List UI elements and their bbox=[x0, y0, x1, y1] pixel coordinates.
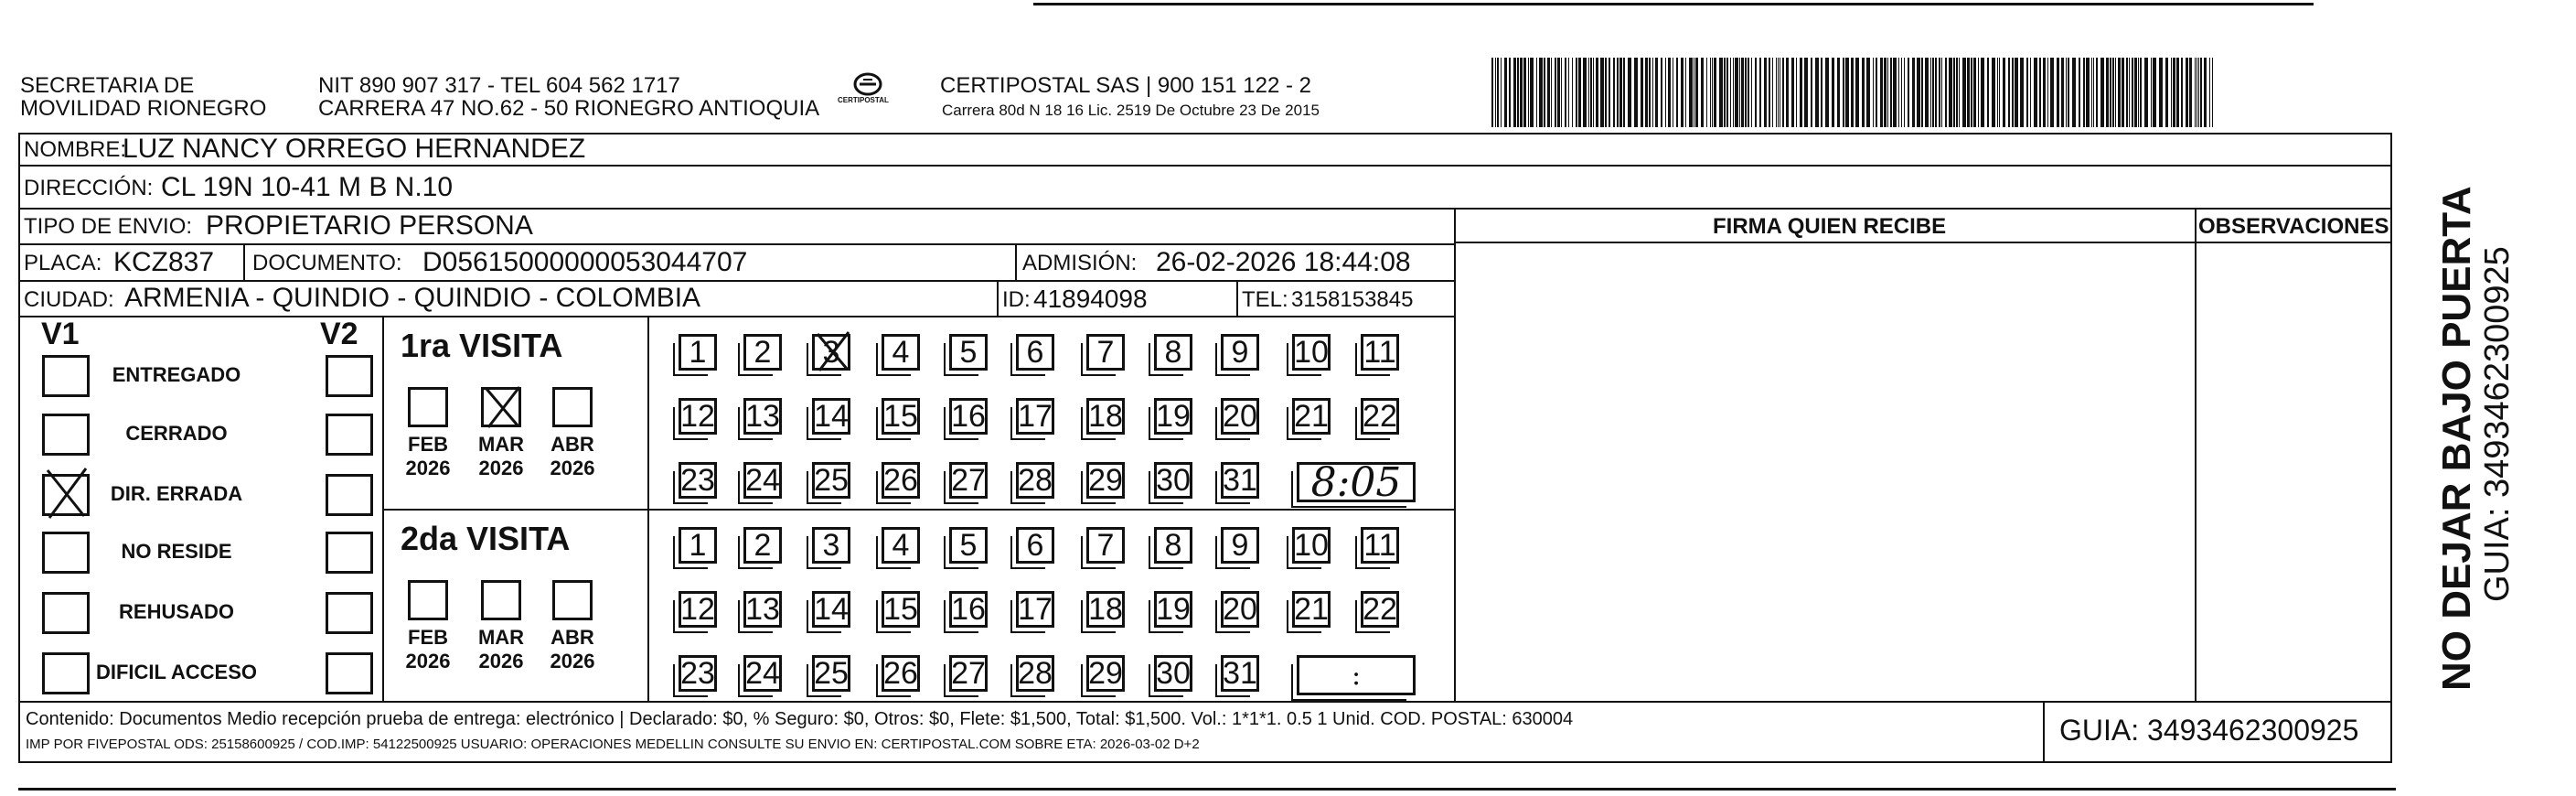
rule bbox=[18, 243, 1454, 245]
month-label: FEB bbox=[408, 433, 448, 456]
day-number: 6 bbox=[1026, 334, 1044, 370]
day-box[interactable] bbox=[1154, 655, 1192, 692]
rule bbox=[1015, 243, 1017, 280]
checkbox-v2[interactable] bbox=[326, 532, 373, 574]
day-box[interactable] bbox=[1221, 655, 1259, 692]
day-number: 26 bbox=[883, 655, 918, 691]
day-number: 16 bbox=[951, 591, 986, 627]
obs-divider bbox=[2195, 208, 2197, 701]
day-box[interactable] bbox=[812, 655, 850, 692]
month-label: MAR bbox=[477, 626, 525, 649]
day-box[interactable] bbox=[949, 527, 988, 564]
day-number: 1 bbox=[689, 334, 707, 370]
day-box[interactable] bbox=[1292, 591, 1331, 628]
day-number: 27 bbox=[951, 655, 986, 691]
day-number: 31 bbox=[1223, 462, 1257, 498]
day-box[interactable] bbox=[679, 398, 717, 435]
placa-label: PLACA: bbox=[24, 251, 102, 275]
day-number: 21 bbox=[1294, 398, 1329, 434]
rule bbox=[1236, 280, 1238, 316]
documento-value: D05615000000053044707 bbox=[422, 247, 748, 277]
day-box[interactable] bbox=[679, 334, 717, 371]
month-label: FEB bbox=[408, 626, 448, 649]
status-label: ENTREGADO bbox=[112, 363, 241, 386]
day-number: 31 bbox=[1223, 655, 1257, 691]
admision-value: 26-02-2026 18:44:08 bbox=[1156, 247, 1411, 277]
id-label: ID: bbox=[1002, 287, 1031, 312]
day-number: 23 bbox=[680, 655, 715, 691]
check-mark-icon bbox=[483, 385, 523, 429]
day-box[interactable] bbox=[679, 462, 717, 499]
day-number: 20 bbox=[1223, 398, 1257, 434]
day-number: 6 bbox=[1026, 527, 1044, 563]
day-number: 20 bbox=[1223, 591, 1257, 627]
day-box[interactable] bbox=[1292, 398, 1331, 435]
rule bbox=[18, 280, 1454, 282]
day-box[interactable] bbox=[949, 591, 988, 628]
day-box[interactable] bbox=[882, 591, 920, 628]
status-label: REHUSADO bbox=[119, 600, 234, 623]
footer-imp: IMP POR FIVEPOSTAL ODS: 25158600925 / COD.IMP: 54122500925 USUARIO: OPERACIONES MEDELLIN CONSULTE SU ENVIO EN: CERTIPOSTAL.COM SOBRE ETA: 2026-03-02 D+2 bbox=[26, 737, 1200, 752]
rule bbox=[18, 316, 1454, 317]
day-number: 29 bbox=[1088, 655, 1123, 691]
day-box[interactable] bbox=[1154, 398, 1192, 435]
no-dejar-notice: NO DEJAR BAJO PUERTA bbox=[2434, 186, 2479, 691]
day-box[interactable] bbox=[1361, 527, 1399, 564]
day-number: 12 bbox=[680, 398, 715, 434]
day-number: 4 bbox=[892, 527, 910, 563]
day-number: 27 bbox=[951, 462, 986, 498]
checkbox-v2[interactable] bbox=[326, 592, 373, 634]
footer-guia-divider bbox=[2043, 701, 2045, 763]
day-number: 28 bbox=[1018, 655, 1053, 691]
day-box[interactable] bbox=[743, 334, 782, 371]
day-number: 29 bbox=[1088, 462, 1123, 498]
visit-time: 8:05 bbox=[1310, 458, 1402, 506]
ciudad-value: ARMENIA - QUINDIO - QUINDIO - COLOMBIA bbox=[124, 283, 701, 313]
day-box[interactable] bbox=[1361, 398, 1399, 435]
footer-guia: GUIA: 3493462300925 bbox=[2059, 714, 2359, 747]
day-number: 24 bbox=[745, 655, 780, 691]
checkbox-v2[interactable] bbox=[326, 414, 373, 456]
day-box[interactable] bbox=[882, 462, 920, 499]
day-box[interactable] bbox=[812, 462, 850, 499]
day-number: 19 bbox=[1156, 591, 1191, 627]
day-number: 13 bbox=[745, 398, 780, 434]
tipo-envio-label: TIPO DE ENVIO: bbox=[24, 214, 193, 239]
time-box[interactable] bbox=[1297, 655, 1416, 695]
day-number: 10 bbox=[1294, 527, 1329, 563]
day-box[interactable] bbox=[1221, 527, 1259, 564]
day-box[interactable] bbox=[1086, 462, 1125, 499]
day-number: 2 bbox=[754, 527, 772, 563]
day-box[interactable] bbox=[1154, 462, 1192, 499]
day-box[interactable] bbox=[1221, 591, 1259, 628]
day-box[interactable] bbox=[743, 591, 782, 628]
day-number: 3 bbox=[822, 527, 840, 563]
firma-header-rule bbox=[1454, 242, 2392, 243]
firma-header: FIRMA QUIEN RECIBE bbox=[1713, 214, 1947, 239]
day-number: 8 bbox=[1164, 334, 1182, 370]
checkbox-v2[interactable] bbox=[326, 652, 373, 694]
ciudad-label: CIUDAD: bbox=[24, 287, 114, 312]
day-box[interactable] bbox=[1361, 334, 1399, 371]
day-number: 22 bbox=[1363, 398, 1397, 434]
day-number: 8 bbox=[1164, 527, 1182, 563]
org-line-2: MOVILIDAD RIONEGRO bbox=[20, 96, 267, 121]
day-box[interactable] bbox=[1086, 398, 1125, 435]
year-label: 2026 bbox=[550, 457, 595, 479]
day-box[interactable] bbox=[1154, 334, 1192, 371]
day-number: 17 bbox=[1018, 398, 1053, 434]
months-divider bbox=[647, 316, 649, 701]
tel-value: 3158153845 bbox=[1291, 287, 1414, 312]
day-number: 16 bbox=[951, 398, 986, 434]
day-box[interactable] bbox=[1292, 527, 1331, 564]
month-checkbox[interactable] bbox=[552, 580, 593, 620]
day-number: 3 bbox=[822, 334, 840, 370]
day-box[interactable] bbox=[679, 655, 717, 692]
day-number: 26 bbox=[883, 462, 918, 498]
day-number: 13 bbox=[745, 591, 780, 627]
nombre-label: NOMBRE: bbox=[24, 137, 127, 162]
observaciones-header: OBSERVACIONES bbox=[2198, 214, 2389, 239]
rule bbox=[243, 243, 245, 280]
day-number: 9 bbox=[1231, 334, 1249, 370]
rule bbox=[18, 165, 2392, 167]
day-box[interactable] bbox=[1221, 398, 1259, 435]
year-label: 2026 bbox=[550, 650, 595, 672]
day-box[interactable] bbox=[949, 462, 988, 499]
day-box[interactable] bbox=[1016, 527, 1054, 564]
day-number: 19 bbox=[1156, 398, 1191, 434]
day-box[interactable] bbox=[1086, 527, 1125, 564]
day-box[interactable] bbox=[1016, 398, 1054, 435]
day-number: 10 bbox=[1294, 334, 1329, 370]
day-number: 23 bbox=[680, 462, 715, 498]
day-box[interactable] bbox=[743, 398, 782, 435]
day-number: 18 bbox=[1088, 591, 1123, 627]
v2-header: V2 bbox=[320, 317, 358, 351]
day-number: 25 bbox=[814, 462, 849, 498]
month-checkbox[interactable] bbox=[408, 387, 448, 427]
month-label: ABR bbox=[550, 626, 594, 649]
day-number: 21 bbox=[1294, 591, 1329, 627]
day-box[interactable] bbox=[1086, 655, 1125, 692]
day-box[interactable] bbox=[949, 334, 988, 371]
day-number: 30 bbox=[1156, 462, 1191, 498]
day-number: 1 bbox=[689, 527, 707, 563]
tel-label: TEL: bbox=[1242, 287, 1288, 312]
day-box[interactable] bbox=[1221, 462, 1259, 499]
firma-divider bbox=[1454, 208, 1456, 701]
day-box[interactable] bbox=[882, 655, 920, 692]
day-number: 5 bbox=[959, 334, 978, 370]
day-box[interactable] bbox=[949, 655, 988, 692]
v1-header: V1 bbox=[41, 317, 80, 351]
day-box[interactable] bbox=[1154, 591, 1192, 628]
license-line: Carrera 80d N 18 16 Lic. 2519 De Octubre 23 De 2015 bbox=[942, 102, 1320, 119]
day-number: 5 bbox=[959, 527, 978, 563]
month-checkbox[interactable] bbox=[552, 387, 593, 427]
day-number: 22 bbox=[1363, 591, 1397, 627]
day-number: 4 bbox=[892, 334, 910, 370]
visits-divider bbox=[382, 509, 1454, 511]
rule bbox=[18, 701, 2392, 703]
day-number: 15 bbox=[883, 591, 918, 627]
day-box[interactable] bbox=[1016, 655, 1054, 692]
day-box[interactable] bbox=[679, 591, 717, 628]
year-label: 2026 bbox=[405, 457, 451, 479]
day-box[interactable] bbox=[882, 398, 920, 435]
certipostal-logo bbox=[836, 71, 900, 106]
day-number: 11 bbox=[1363, 334, 1396, 370]
barcode bbox=[1491, 58, 2217, 127]
year-label: 2026 bbox=[478, 650, 524, 672]
day-number: 24 bbox=[745, 462, 780, 498]
year-label: 2026 bbox=[405, 650, 451, 672]
top-rule bbox=[1033, 3, 2314, 5]
day-box[interactable] bbox=[743, 527, 782, 564]
status-label: NO RESIDE bbox=[121, 540, 232, 563]
day-box[interactable] bbox=[949, 398, 988, 435]
day-number: 15 bbox=[883, 398, 918, 434]
day-number: 12 bbox=[680, 591, 715, 627]
visit-time: : bbox=[1351, 659, 1362, 692]
day-box[interactable] bbox=[1221, 334, 1259, 371]
bottom-rule bbox=[18, 788, 2396, 791]
day-box[interactable] bbox=[679, 527, 717, 564]
month-checkbox[interactable] bbox=[408, 580, 448, 620]
day-box[interactable] bbox=[1361, 591, 1399, 628]
year-label: 2026 bbox=[478, 457, 524, 479]
day-box[interactable] bbox=[1086, 591, 1125, 628]
day-number: 2 bbox=[754, 334, 772, 370]
placa-value: KCZ837 bbox=[113, 247, 215, 277]
day-box[interactable] bbox=[1154, 527, 1192, 564]
day-box[interactable] bbox=[812, 398, 850, 435]
day-box[interactable] bbox=[812, 527, 850, 564]
day-box[interactable] bbox=[812, 591, 850, 628]
day-box[interactable] bbox=[743, 462, 782, 499]
id-value: 41894098 bbox=[1033, 285, 1148, 313]
logo-text: CERTIPOSTAL bbox=[838, 96, 889, 104]
checkbox-v2[interactable] bbox=[326, 355, 373, 397]
address-line: CARRERA 47 NO.62 - 50 RIONEGRO ANTIOQUIA bbox=[318, 96, 820, 121]
month-label: MAR bbox=[477, 433, 525, 456]
day-number: 18 bbox=[1088, 398, 1123, 434]
rule bbox=[18, 208, 2392, 210]
check-mark-icon bbox=[814, 330, 852, 372]
checkbox-v2[interactable] bbox=[326, 474, 373, 516]
status-label: CERRADO bbox=[125, 422, 228, 445]
day-box[interactable] bbox=[882, 527, 920, 564]
day-number: 14 bbox=[814, 591, 849, 627]
day-box[interactable] bbox=[1016, 334, 1054, 371]
day-number: 7 bbox=[1096, 527, 1115, 563]
direccion-label: DIRECCIÓN: bbox=[24, 176, 154, 200]
month-checkbox[interactable] bbox=[481, 580, 521, 620]
company-line: CERTIPOSTAL SAS | 900 151 122 - 2 bbox=[940, 73, 1311, 98]
admision-label: ADMISIÓN: bbox=[1022, 251, 1138, 275]
nombre-value: LUZ NANCY ORREGO HERNANDEZ bbox=[123, 134, 586, 164]
day-box[interactable] bbox=[1016, 462, 1054, 499]
day-number: 7 bbox=[1096, 334, 1115, 370]
day-box[interactable] bbox=[1292, 334, 1331, 371]
day-number: 17 bbox=[1018, 591, 1053, 627]
day-number: 25 bbox=[814, 655, 849, 691]
day-number: 9 bbox=[1231, 527, 1249, 563]
status-label: DIR. ERRADA bbox=[110, 482, 243, 505]
org-line-1: SECRETARIA DE bbox=[20, 73, 195, 98]
status-label: DIFICIL ACCESO bbox=[95, 661, 257, 683]
tipo-envio-value: PROPIETARIO PERSONA bbox=[206, 210, 533, 241]
day-box[interactable] bbox=[1086, 334, 1125, 371]
day-box[interactable] bbox=[1016, 591, 1054, 628]
day-box[interactable] bbox=[743, 655, 782, 692]
day-number: 30 bbox=[1156, 655, 1191, 691]
day-number: 28 bbox=[1018, 462, 1053, 498]
day-number: 14 bbox=[814, 398, 849, 434]
side-guia: GUIA: 3493462300925 bbox=[2478, 246, 2517, 602]
footer-contenido: Contenido: Documentos Medio recepción prueba de entrega: electrónico | Declarado: $0, % Seguro: $0, Otros: $0, Flete: $1,500, Total: $1,500. Vol.: 1*1*1. 0.5 1 Unid. COD. POSTAL: 630004 bbox=[26, 709, 1574, 729]
month-label: ABR bbox=[550, 433, 594, 456]
visit-title: 2da VISITA bbox=[401, 520, 571, 557]
direccion-value: CL 19N 10-41 M B N.10 bbox=[161, 172, 454, 202]
documento-label: DOCUMENTO: bbox=[252, 251, 402, 275]
nit-line: NIT 890 907 317 - TEL 604 562 1717 bbox=[318, 73, 680, 98]
rule bbox=[997, 280, 999, 316]
day-box[interactable] bbox=[882, 334, 920, 371]
visit-title: 1ra VISITA bbox=[401, 327, 563, 364]
time-box[interactable] bbox=[1297, 458, 1416, 506]
day-number: 11 bbox=[1363, 527, 1396, 563]
